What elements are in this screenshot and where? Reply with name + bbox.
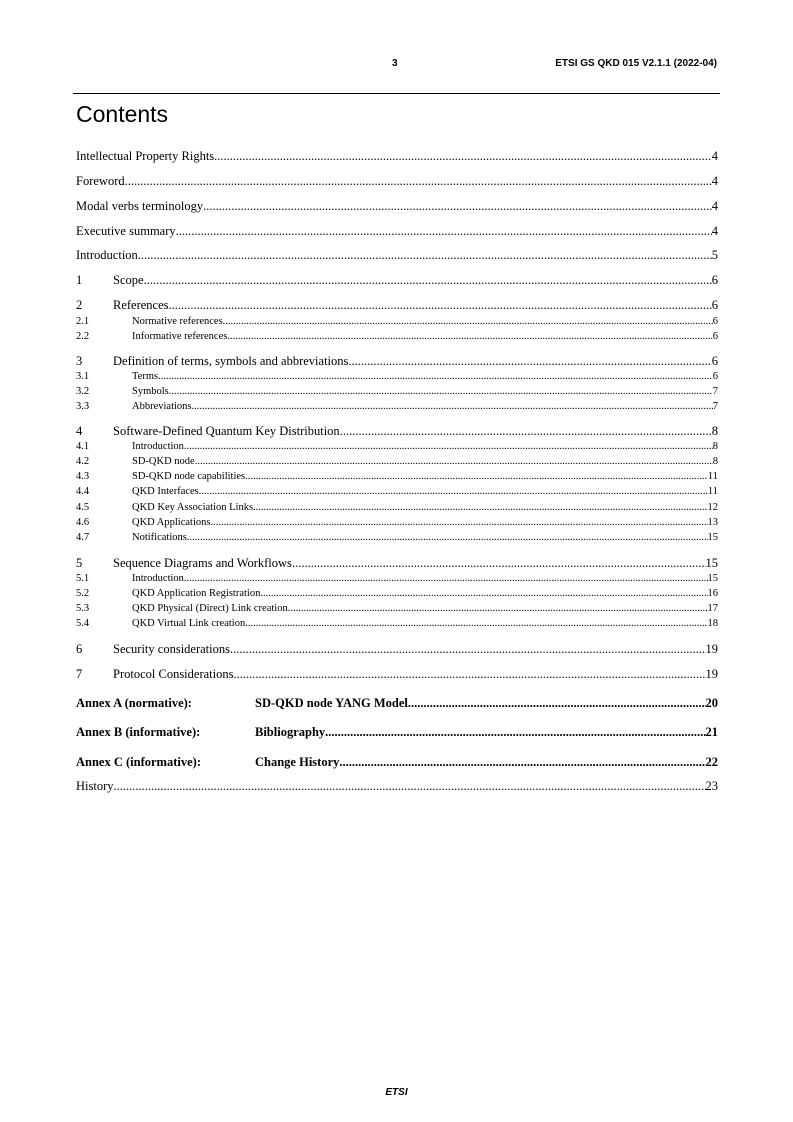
toc-entry-title: Symbols: [132, 386, 169, 397]
toc-leader-dots: [223, 316, 713, 327]
toc-entry-number: 3.1: [76, 371, 90, 382]
toc-entry-page: 13: [707, 517, 718, 528]
toc-leader-dots: [245, 471, 708, 482]
toc-entry-4-5[interactable]: [76, 502, 718, 513]
toc-entry-title: Modal verbs terminology: [76, 199, 204, 213]
toc-entry-page: 5: [711, 248, 718, 262]
toc-leader-dots: [203, 199, 712, 214]
toc-entry-page: 6: [712, 316, 718, 327]
toc-entry-page: 6: [712, 331, 718, 342]
toc-entry-page: 22: [705, 755, 718, 769]
toc-entry-title: SD-QKD node: [132, 456, 195, 467]
toc-entry-introduction[interactable]: [76, 248, 718, 263]
toc-entry-title: Protocol Considerations: [113, 667, 234, 681]
toc-entry-history[interactable]: [76, 779, 718, 794]
toc-entry-page: 23: [705, 779, 718, 793]
toc-leader-dots: [339, 755, 705, 770]
toc-leader-dots: [210, 517, 707, 528]
toc-leader-dots: [125, 174, 712, 189]
toc-entry-4-1[interactable]: [76, 441, 718, 452]
toc-entry-title: Security considerations: [113, 642, 230, 656]
footer-organization: ETSI: [385, 1087, 408, 1098]
toc-entry-number: 5.1: [76, 573, 90, 584]
toc-entry-number: 4.7: [76, 532, 90, 543]
toc-leader-dots: [288, 603, 708, 614]
toc-entry-1[interactable]: [76, 273, 718, 288]
toc-entry-4[interactable]: [76, 424, 718, 439]
toc-entry-title: QKD Application Registration: [132, 588, 261, 599]
toc-entry-title: QKD Physical (Direct) Link creation: [132, 603, 288, 614]
toc-entry-page: 8: [712, 456, 718, 467]
toc-entry-number: 4.2: [76, 456, 90, 467]
toc-leader-dots: [292, 556, 706, 571]
toc-leader-dots: [253, 502, 707, 513]
toc-entry-number: 4.6: [76, 517, 90, 528]
toc-entry-page: 15: [707, 573, 718, 584]
toc-entry-number: 1: [76, 273, 83, 287]
toc-entry-5-3[interactable]: [76, 603, 718, 614]
toc-entry-4-2[interactable]: [76, 456, 718, 467]
toc-annex-label: Annex B (informative):: [76, 725, 201, 739]
toc-entry-page: 7: [712, 401, 718, 412]
toc-entry-page: 17: [707, 603, 718, 614]
toc-entry-title: SD-QKD node capabilities: [132, 471, 246, 482]
toc-leader-dots: [233, 667, 705, 682]
toc-entry-number: 5.2: [76, 588, 90, 599]
toc-entry-4-3[interactable]: [76, 471, 718, 482]
toc-leader-dots: [169, 386, 713, 397]
toc-leader-dots: [192, 401, 713, 412]
contents-title: Contents: [76, 101, 169, 127]
toc-entry-title: Definition of terms, symbols and abbreviations: [113, 354, 349, 368]
toc-leader-dots: [199, 486, 708, 497]
toc-entry-number: 3.3: [76, 401, 90, 412]
toc-leader-dots: [408, 696, 706, 711]
toc-entry-page: 15: [705, 556, 718, 570]
toc-entry-page: 11: [707, 471, 718, 482]
toc-entry-title: Introduction: [76, 248, 138, 262]
toc-entry-title: Introduction: [132, 573, 184, 584]
toc-entry-number: 2.1: [76, 316, 90, 327]
toc-leader-dots: [348, 354, 711, 369]
toc-entry-title: Software-Defined Quantum Key Distribution: [113, 424, 340, 438]
toc-leader-dots: [138, 248, 712, 263]
toc-entry-title: Terms: [132, 371, 159, 382]
toc-entry-number: 5: [76, 556, 83, 570]
toc-entry-number: 7: [76, 667, 83, 681]
toc-entry-2-2[interactable]: [76, 331, 718, 342]
toc-leader-dots: [214, 149, 712, 164]
toc-entry-6[interactable]: [76, 642, 718, 657]
toc-entry-page: 6: [711, 273, 718, 287]
toc-entry-number: 5.4: [76, 618, 90, 629]
toc-entry-5[interactable]: [76, 556, 718, 571]
header-page-number: 3: [392, 58, 398, 69]
toc-entry-4-4[interactable]: [76, 486, 718, 497]
toc-entry-title: Bibliography: [255, 725, 326, 739]
toc-leader-dots: [114, 779, 706, 794]
toc-entry-number: 3: [76, 354, 83, 368]
toc-entry-5-2[interactable]: [76, 588, 718, 599]
toc-entry-number: 4.4: [76, 486, 90, 497]
toc-entry-2[interactable]: [76, 298, 718, 313]
toc-entry-title: QKD Key Association Links: [132, 502, 254, 513]
toc-entry-title: References: [113, 298, 169, 312]
toc-leader-dots: [245, 618, 707, 629]
toc-leader-dots: [158, 371, 713, 382]
toc-entry-number: 6: [76, 642, 83, 656]
toc-entry-annex-b[interactable]: [76, 725, 718, 740]
toc-entry-intellectual-property-rights[interactable]: [76, 149, 718, 164]
toc-entry-page: 19: [705, 667, 718, 681]
toc-entry-title: Executive summary: [76, 224, 176, 238]
toc-entry-page: 21: [705, 725, 718, 739]
toc-entry-executive-summary[interactable]: [76, 224, 718, 239]
toc-entry-page: 18: [707, 618, 718, 629]
toc-entry-page: 4: [711, 199, 718, 213]
toc-entry-title: Change History: [255, 755, 340, 769]
toc-entry-title: QKD Interfaces: [132, 486, 199, 497]
toc-entry-2-1[interactable]: [76, 316, 718, 327]
toc-entry-title: QKD Applications: [132, 517, 211, 528]
toc-entry-page: 16: [707, 588, 718, 599]
toc-entry-page: 6: [711, 298, 718, 312]
toc-entry-page: 4: [711, 149, 718, 163]
toc-entry-title: Intellectual Property Rights: [76, 149, 215, 163]
toc-entry-annex-c[interactable]: [76, 755, 718, 770]
toc-entry-modal-verbs-terminology[interactable]: [76, 199, 718, 214]
toc-entry-page: 19: [705, 642, 718, 656]
toc-leader-dots: [230, 642, 706, 657]
toc-entry-page: 4: [711, 224, 718, 238]
toc-entry-title: Sequence Diagrams and Workflows: [113, 556, 292, 570]
toc-entry-5-4[interactable]: [76, 618, 718, 629]
toc-annex-label: Annex A (normative):: [76, 696, 192, 710]
toc-entry-annex-a[interactable]: [76, 696, 718, 711]
toc-leader-dots: [260, 588, 707, 599]
toc-leader-dots: [169, 298, 712, 313]
toc-leader-dots: [187, 532, 708, 543]
toc-leader-dots: [325, 725, 705, 740]
toc-entry-7[interactable]: [76, 667, 718, 682]
toc-entry-number: 4.5: [76, 502, 90, 513]
toc-entry-page: 8: [711, 424, 718, 438]
toc-leader-dots: [227, 331, 712, 342]
toc-entry-title: Introduction: [132, 441, 184, 452]
toc-entry-title: QKD Virtual Link creation: [132, 618, 246, 629]
toc-leader-dots: [176, 224, 712, 239]
toc-entry-number: 5.3: [76, 603, 90, 614]
toc-entry-page: 11: [707, 486, 718, 497]
toc-leader-dots: [144, 273, 712, 288]
toc-entry-title: Scope: [113, 273, 144, 287]
toc-entry-page: 8: [712, 441, 718, 452]
toc-entry-3-3[interactable]: [76, 401, 718, 412]
toc-entry-page: 15: [707, 532, 718, 543]
toc-leader-dots: [184, 441, 713, 452]
toc-entry-3-2[interactable]: [76, 386, 718, 397]
toc-entry-4-6[interactable]: [76, 517, 718, 528]
header-document-reference: ETSI GS QKD 015 V2.1.1 (2022-04): [555, 58, 717, 69]
toc-entry-page: 12: [707, 502, 718, 513]
toc-entry-title: Informative references: [132, 331, 228, 342]
toc-entry-title: SD-QKD node YANG Model: [255, 696, 408, 710]
toc-entry-number: 3.2: [76, 386, 90, 397]
toc-entry-title: History: [76, 779, 114, 793]
toc-leader-dots: [340, 424, 712, 439]
toc-entry-page: 4: [711, 174, 718, 188]
toc-leader-dots: [184, 573, 708, 584]
toc-entry-title: Abbreviations: [132, 401, 192, 412]
toc-entry-page: 6: [712, 371, 718, 382]
toc-entry-title: Normative references: [132, 316, 223, 327]
toc-entry-foreword[interactable]: [76, 174, 718, 189]
toc-entry-page: 20: [705, 696, 718, 710]
toc-leader-dots: [195, 456, 713, 467]
toc-entry-3-1[interactable]: [76, 371, 718, 382]
toc-entry-title: Notifications: [132, 532, 187, 543]
toc-entry-number: 2.2: [76, 331, 90, 342]
toc-entry-page: 7: [712, 386, 718, 397]
toc-entry-number: 4.3: [76, 471, 90, 482]
toc-entry-3[interactable]: [76, 354, 718, 369]
toc-entry-number: 4: [76, 424, 83, 438]
toc-entry-number: 4.1: [76, 441, 90, 452]
toc-entry-5-1[interactable]: [76, 573, 718, 584]
toc-entry-page: 6: [711, 354, 718, 368]
toc-entry-title: Foreword: [76, 174, 125, 188]
toc-entry-4-7[interactable]: [76, 532, 718, 543]
toc-annex-label: Annex C (informative):: [76, 755, 201, 769]
toc-entry-number: 2: [76, 298, 83, 312]
